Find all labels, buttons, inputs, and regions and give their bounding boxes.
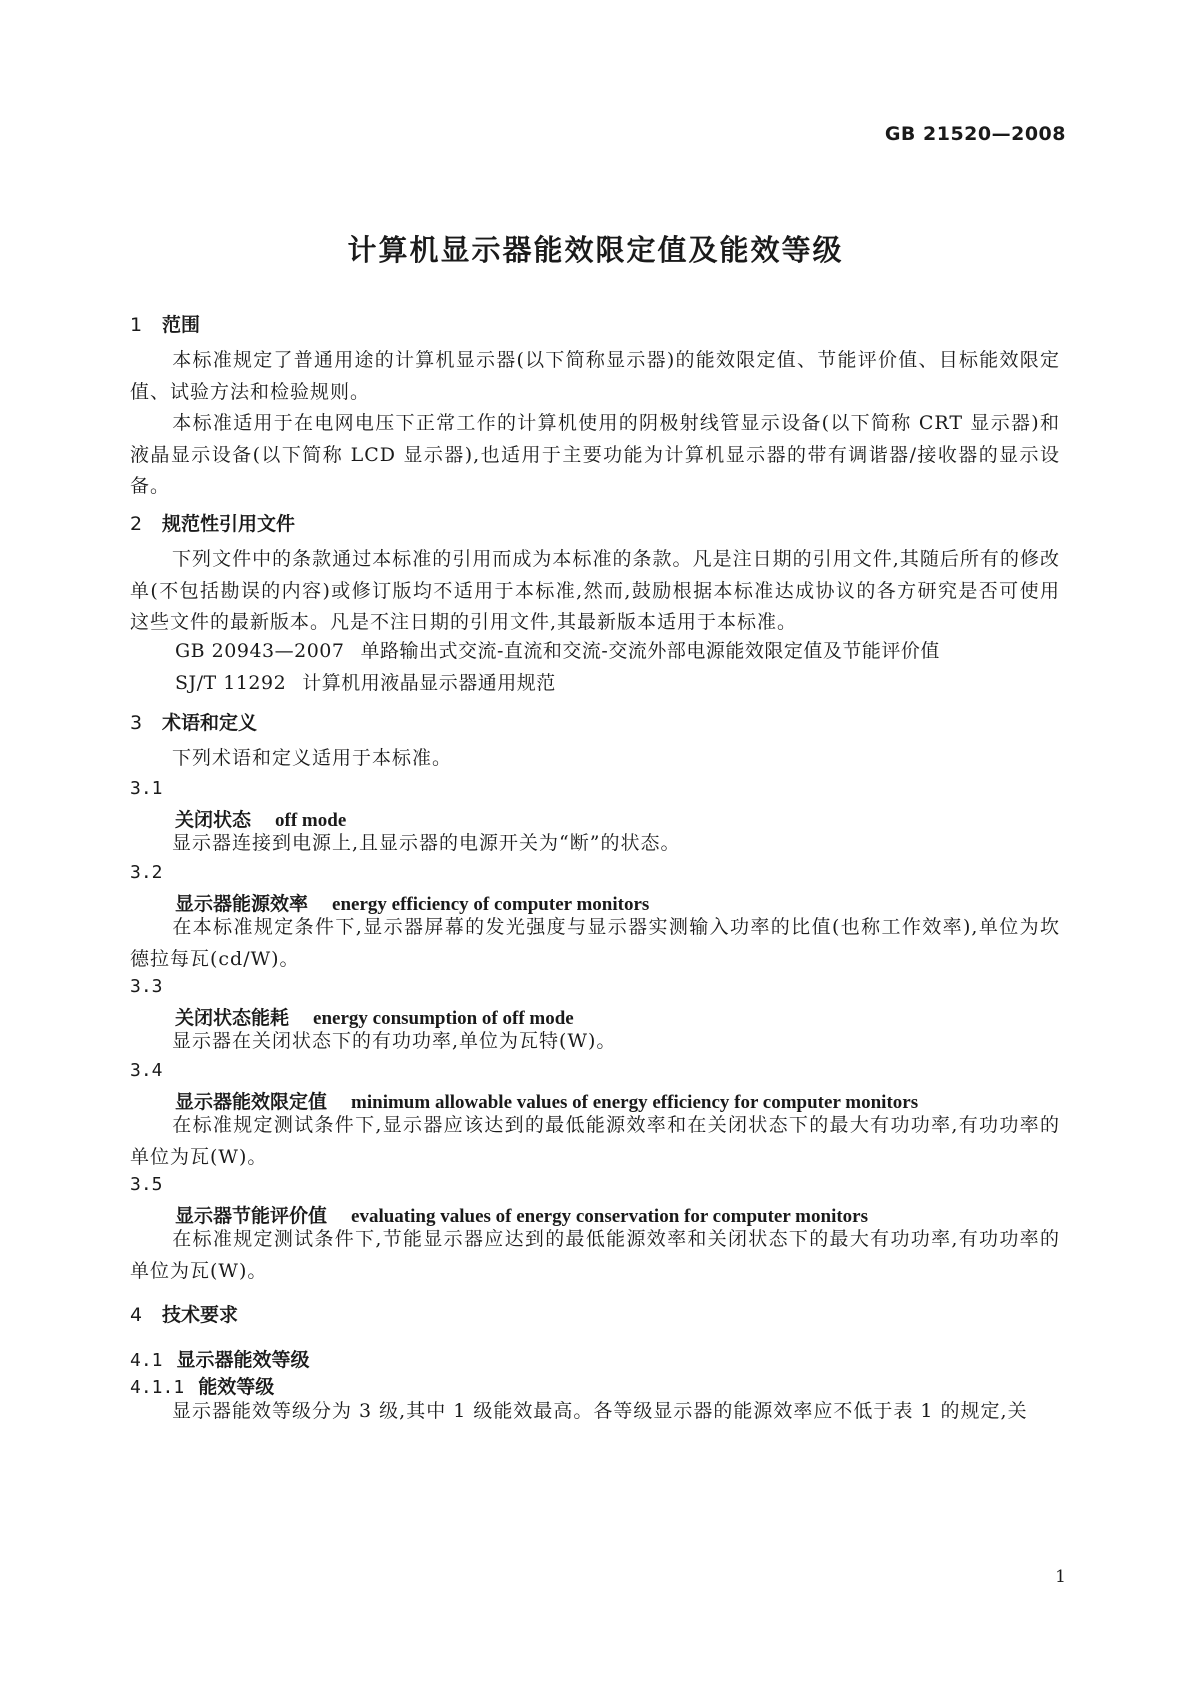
section-1-paragraph-2: 本标准适用于在电网电压下正常工作的计算机使用的阴极射线管显示设备(以下简称 CRT 显示器)和液晶显示设备(以下简称 LCD 显示器),也适用于主要功能为计算机显示器的带有调谐器/接收器的显示设备。 (130, 412, 1060, 497)
document-title: 计算机显示器能效限定值及能效等级 (347, 233, 844, 267)
page-number: 1 (1055, 1567, 1066, 1587)
term-english: energy efficiency of computer monitors (332, 894, 650, 915)
section-3-intro: 下列术语和定义适用于本标准。 (172, 747, 453, 769)
section-3-heading (130, 708, 257, 735)
clause-number: 3.5 (130, 1174, 163, 1195)
normative-reference (175, 636, 940, 663)
section-title: 范围 (162, 314, 201, 336)
subsection-number: 4.1 (130, 1350, 163, 1371)
reference-code: GB 20943—2007 (175, 640, 345, 662)
section-title: 技术要求 (162, 1304, 239, 1326)
section-title: 术语和定义 (162, 712, 258, 734)
subsection-number: 4.1.1 (130, 1377, 185, 1398)
term-chinese: 显示器能源效率 (175, 893, 309, 915)
clause-number: 3.3 (130, 976, 163, 997)
subsection-heading (130, 1345, 310, 1372)
section-number: 1 (130, 314, 143, 336)
section-title: 规范性引用文件 (162, 513, 296, 535)
subsection-title: 能效等级 (198, 1376, 275, 1398)
reference-code: SJ/T 11292 (175, 672, 287, 694)
term-chinese: 关闭状态 (175, 809, 252, 831)
subsection-heading (130, 1372, 274, 1399)
clause-number: 3.4 (130, 1060, 163, 1081)
subsection-title: 显示器能效等级 (176, 1349, 310, 1371)
term-chinese: 关闭状态能耗 (175, 1007, 290, 1029)
term-chinese: 显示器节能评价值 (175, 1205, 328, 1227)
reference-title: 单路输出式交流-直流和交流-交流外部电源能效限定值及节能评价值 (360, 640, 940, 662)
section-1-heading (130, 310, 200, 337)
term-english: minimum allowable values of energy efficiency for computer monitors (351, 1092, 919, 1113)
term-definition: 在标准规定测试条件下,节能显示器应达到的最低能源效率和关闭状态下的最大有功功率,有功功率的单位为瓦(W)。 (130, 1228, 1060, 1282)
section-2-paragraph-1: 下列文件中的条款通过本标准的引用而成为本标准的条款。凡是注日期的引用文件,其随后所有的修改单(不包括勘误的内容)或修订版均不适用于本标准,然而,鼓励根据本标准达成协议的各方研究是否可使用这些文件的最新版本。凡是不注日期的引用文件,其最新版本适用于本标准。 (130, 548, 1060, 633)
normative-reference (175, 668, 556, 695)
section-number: 2 (130, 513, 143, 535)
section-number: 4 (130, 1304, 143, 1326)
section-number: 3 (130, 712, 143, 734)
section-1-paragraph-1: 本标准规定了普通用途的计算机显示器(以下简称显示器)的能效限定值、节能评价值、目标能效限定值、试验方法和检验规则。 (130, 349, 1060, 403)
reference-title: 计算机用液晶显示器通用规范 (302, 672, 556, 694)
clause-number: 3.2 (130, 862, 163, 883)
term-definition: 显示器连接到电源上,且显示器的电源开关为“断”的状态。 (172, 832, 681, 854)
standard-code: GB 21520—2008 (884, 123, 1066, 145)
clause-number: 3.1 (130, 778, 163, 799)
term-chinese: 显示器能效限定值 (175, 1091, 328, 1113)
term-definition: 显示器在关闭状态下的有功功率,单位为瓦特(W)。 (172, 1030, 617, 1052)
term-english: evaluating values of energy conservation for computer monitors (351, 1206, 869, 1227)
section-4-paragraph-1: 显示器能效等级分为 3 级,其中 1 级能效最高。各等级显示器的能源效率应不低于表 1 的规定,关 (172, 1400, 1028, 1422)
term-english: energy consumption of off mode (313, 1008, 574, 1029)
term-definition: 在标准规定测试条件下,显示器应该达到的最低能源效率和在关闭状态下的最大有功功率,有功功率的单位为瓦(W)。 (130, 1114, 1060, 1168)
term-definition: 在本标准规定条件下,显示器屏幕的发光强度与显示器实测输入功率的比值(也称工作效率),单位为坎德拉每瓦(cd/W)。 (130, 916, 1060, 970)
term-english: off mode (275, 810, 347, 831)
section-4-heading (130, 1300, 238, 1327)
section-2-heading (130, 509, 295, 536)
